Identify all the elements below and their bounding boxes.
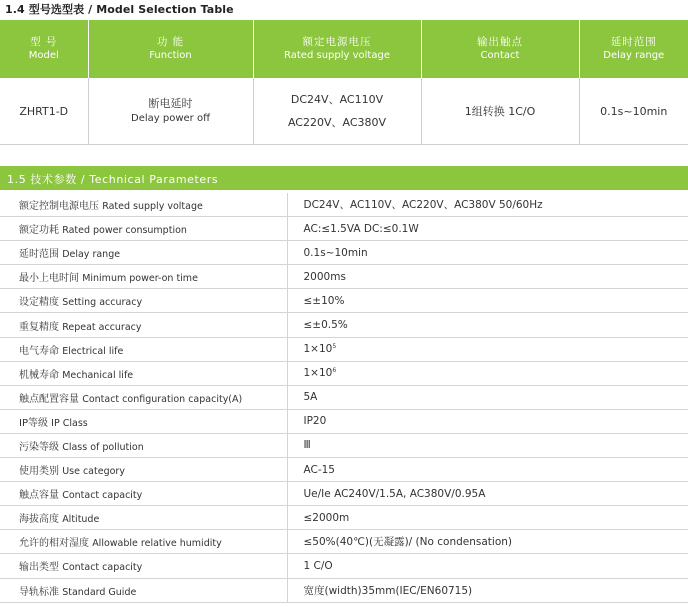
parameter-name-zh: 触点容量 [19, 490, 59, 502]
parameter-value-text: 宽度(width)35mm(IEC/EN60715) [303, 584, 473, 597]
parameter-name-zh: 设定精度 [19, 297, 59, 309]
parameter-value [287, 265, 688, 289]
parameter-value [287, 482, 688, 506]
parameter-name-en: Contact capacity [62, 562, 143, 574]
cell-delay: 0.1s~10min [579, 78, 688, 145]
selection-header-row [0, 20, 688, 78]
parameter-row [0, 289, 688, 313]
parameter-name-zh: 导轨标准 [19, 586, 59, 598]
technical-section-header [0, 166, 688, 190]
parameter-value [287, 458, 688, 482]
parameter-name [0, 409, 287, 433]
parameter-name [0, 482, 287, 506]
parameter-value-text: 1 C/O [303, 559, 333, 572]
cell-voltage: DC24V、AC110V AC220V、AC380V [253, 78, 421, 145]
header-delay-range: 延时范围 Delay range [579, 20, 688, 78]
parameter-value-text: AC-15 [303, 463, 335, 476]
parameter-value [287, 530, 688, 554]
parameter-name-en: Rated power consumption [62, 225, 187, 237]
parameter-value-text: 2000ms [303, 270, 346, 283]
parameter-value [287, 409, 688, 433]
parameter-value [287, 217, 688, 241]
parameter-name-en: Minimum power-on time [82, 273, 198, 285]
parameter-name-zh: 允许的相对湿度 [19, 538, 89, 550]
parameter-name-zh: 额定功耗 [19, 225, 59, 237]
parameter-value-text: 1×10 [303, 367, 333, 380]
header-contact: 输出触点 Contact [421, 20, 579, 78]
header-rated-voltage: 额定电源电压 Rated supply voltage [253, 20, 421, 78]
parameter-row [0, 361, 688, 385]
parameter-row [0, 241, 688, 265]
parameter-name [0, 578, 287, 602]
parameter-value [287, 385, 688, 409]
parameter-name [0, 458, 287, 482]
parameter-name-zh: 最小上电时间 [19, 273, 79, 285]
technical-parameters-table [0, 193, 688, 603]
parameter-row [0, 506, 688, 530]
cell-model: ZHRT1-D [0, 78, 88, 145]
parameter-name [0, 506, 287, 530]
parameter-name [0, 337, 287, 361]
header-model: 型 号 Model [0, 20, 88, 78]
parameter-name-en: Rated supply voltage [102, 201, 203, 213]
parameter-value-text: ≤±10% [303, 294, 345, 307]
parameter-name [0, 241, 287, 265]
parameter-name-en: IP Class [51, 417, 88, 429]
parameter-value-text: ≤50%(40℃)(无凝露)/ (No condensation) [303, 536, 513, 549]
parameter-name-en: Contact configuration capacity(A) [82, 393, 243, 405]
parameter-value [287, 506, 688, 530]
parameter-name-zh: 延时范围 [19, 249, 59, 261]
parameter-name-zh: 机械寿命 [19, 369, 59, 381]
parameter-name-zh: 额定控制电源电压 [19, 201, 99, 213]
parameter-value-exponent: 5 [332, 343, 337, 351]
parameter-name-en: Contact capacity [62, 490, 143, 502]
parameter-name-en: Repeat accuracy [62, 321, 142, 333]
parameter-row [0, 217, 688, 241]
selection-data-row [0, 78, 688, 145]
parameter-value-text: 0.1s~10min [303, 246, 368, 259]
technical-section-title: 1.5 技术参数 / Technical Parameters [7, 173, 219, 186]
parameter-name-zh: 输出类型 [19, 562, 59, 574]
parameter-name-en: Altitude [62, 514, 100, 526]
parameter-name-en: Standard Guide [62, 586, 137, 598]
parameter-row [0, 578, 688, 602]
parameter-value [287, 313, 688, 337]
parameter-value-text: DC24V、AC110V、AC220V、AC380V 50/60Hz [303, 199, 543, 212]
parameter-name-en: Use category [62, 466, 125, 478]
parameter-row [0, 337, 688, 361]
parameter-value [287, 433, 688, 457]
model-selection-table [0, 20, 688, 145]
cell-contact: 1组转换 1C/O [421, 78, 579, 145]
cell-function: 断电延时 Delay power off [88, 78, 253, 145]
parameter-value-text: IP20 [303, 415, 327, 428]
parameter-value [287, 337, 688, 361]
parameter-value-text: Ue/Ie AC240V/1.5A, AC380V/0.95A [303, 487, 486, 500]
parameter-value-text: ≤2000m [303, 511, 350, 524]
parameter-name [0, 433, 287, 457]
parameter-name [0, 530, 287, 554]
parameter-value-text: ≤±0.5% [303, 319, 348, 332]
parameter-row [0, 458, 688, 482]
parameter-name [0, 289, 287, 313]
parameter-value-text: 5A [303, 391, 318, 404]
parameter-row [0, 530, 688, 554]
parameter-name-zh: 触点配置容量 [19, 393, 79, 405]
parameter-name [0, 193, 287, 217]
parameter-name-en: Setting accuracy [62, 297, 143, 309]
parameter-row [0, 313, 688, 337]
parameter-value [287, 289, 688, 313]
selection-section-title: 1.4 型号选型表 / Model Selection Table [5, 3, 234, 16]
parameter-row [0, 409, 688, 433]
parameter-name-zh: 重复精度 [19, 321, 59, 333]
parameter-value-exponent: 6 [332, 367, 337, 375]
parameter-name [0, 554, 287, 578]
parameter-name [0, 217, 287, 241]
parameter-row [0, 433, 688, 457]
parameter-value-text: 1×10 [303, 343, 333, 356]
parameter-name-zh: 使用类别 [19, 466, 59, 478]
parameter-name [0, 265, 287, 289]
parameter-name-zh: 污染等级 [19, 441, 59, 453]
parameter-name-zh: IP等级 [19, 417, 48, 429]
parameter-row [0, 385, 688, 409]
parameter-row [0, 482, 688, 506]
parameter-name [0, 361, 287, 385]
header-function: 功 能 Function [88, 20, 253, 78]
parameter-value [287, 361, 688, 385]
parameter-name [0, 385, 287, 409]
parameter-row [0, 193, 688, 217]
parameter-name-en: Delay range [62, 249, 121, 261]
parameter-value [287, 241, 688, 265]
parameter-name-en: Electrical life [62, 345, 124, 357]
parameter-value [287, 554, 688, 578]
parameter-name-en: Mechanical life [62, 369, 134, 381]
parameter-value [287, 193, 688, 217]
parameter-name-zh: 电气寿命 [19, 345, 59, 357]
parameter-value-text: Ⅲ [303, 439, 311, 452]
parameter-name-en: Allowable relative humidity [92, 538, 222, 550]
parameter-row [0, 554, 688, 578]
parameter-row [0, 265, 688, 289]
parameter-value [287, 578, 688, 602]
parameter-name-en: Class of pollution [62, 441, 144, 453]
parameter-value-text: AC:≤1.5VA DC:≤0.1W [303, 222, 419, 235]
parameter-name [0, 313, 287, 337]
parameter-name-zh: 海拔高度 [19, 514, 59, 526]
